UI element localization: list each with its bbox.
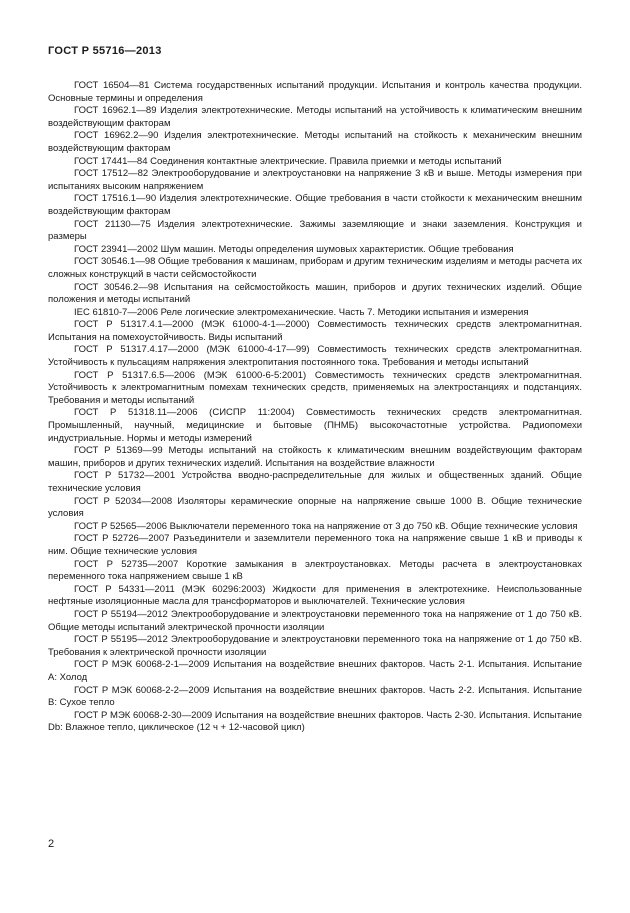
reference-item: ГОСТ Р 51369—99 Методы испытаний на стойкость к климатическим внешним воздействующим факторам машин, приборов и других технических изделий. Испытания на воздействие влажности: [48, 445, 582, 469]
reference-item: ГОСТ Р 51317.4.1—2000 (МЭК 61000-4-1—2000) Совместимость технических средств электромагнитная. Испытания на помехоустойчивость. Виды испытаний: [48, 319, 582, 343]
reference-item: ГОСТ Р 52034—2008 Изоляторы керамические опорные на напряжение свыше 1000 В. Общие технические условия: [48, 495, 582, 520]
reference-item: ГОСТ 16962.2—90 Изделия электротехнические. Методы испытаний на стойкость к механическим внешним воздействующим факторам: [48, 130, 582, 154]
reference-item: ГОСТ Р 55194—2012 Электрооборудование и электроустановки переменного тока на напряжение от 1 до 750 кВ. Общие методы испытаний электрической прочности изоляции: [48, 608, 582, 633]
reference-item: ГОСТ Р МЭК 60068-2-30—2009 Испытания на воздействие внешних факторов. Часть 2-30. Испытания. Испытание Db: Влажное тепло, циклическое (12 ч + 12-часовой цикл): [48, 709, 582, 734]
reference-item: ГОСТ 30546.1—98 Общие требования к машинам, приборам и другим техническим изделиям и методы расчета их сложных конструкций в части сейсмостойкости: [48, 256, 582, 280]
reference-item: IEC 61810-7—2006 Реле логические электромеханические. Часть 7. Методики испытания и измерения: [74, 306, 529, 318]
reference-item: ГОСТ 17516.1—90 Изделия электротехнические. Общие требования в части стойкости к механическим внешним воздействующим факторам: [48, 193, 582, 217]
document-header: ГОСТ Р 55716—2013: [48, 45, 162, 57]
reference-item: ГОСТ Р 52726—2007 Разъединители и заземлители переменного тока на напряжение свыше 1 кВ и приводы к ним. Общие технические условия: [48, 533, 582, 557]
reference-item: ГОСТ 16504—81 Система государственных испытаний продукции. Испытания и контроль качества продукции. Основные термины и определения: [48, 80, 582, 104]
reference-item: ГОСТ 17512—82 Электрооборудование и электроустановки на напряжение 3 кВ и выше. Методы измерения при испытаниях высоким напряжением: [48, 168, 582, 192]
reference-item: ГОСТ Р 54331—2011 (МЭК 60296:2003) Жидкости для применения в электротехнике. Неиспользованные нефтяные изоляционные масла для трансформаторов и выключателей. Технические условия: [48, 583, 582, 608]
reference-item: ГОСТ Р 52565—2006 Выключатели переменного тока на напряжение от 3 до 750 кВ. Общие технические условия: [74, 520, 578, 532]
reference-item: ГОСТ Р 52735—2007 Короткие замыкания в электроустановках. Методы расчета в электроустановках переменного тока напряжением свыше 1 кВ: [48, 558, 582, 583]
references-list: [48, 80, 582, 735]
page-number: 2: [48, 838, 55, 850]
reference-item: ГОСТ 17441—84 Соединения контактные электрические. Правила приемки и методы испытаний: [74, 155, 502, 167]
reference-item: ГОСТ Р 55195—2012 Электрооборудование и электроустановки переменного тока на напряжение от 1 до 750 кВ. Требования к электрической прочности изоляции: [48, 634, 582, 658]
reference-item: ГОСТ Р 51318.11—2006 (СИСПР 11:2004) Совместимость технических средств электромагнитная. Промышленный, научный, медицинские и бытовые (ПНМБ) высокочастотные устройства. Радиопомехи индустриальные. Нормы и методы измерений: [48, 407, 582, 444]
reference-item: ГОСТ 23941—2002 Шум машин. Методы определения шумовых характеристик. Общие требования: [74, 243, 514, 255]
reference-item: ГОСТ Р 51317.4.17—2000 (МЭК 61000-4-17—99) Совместимость технических средств электромагнитная. Устойчивость к пульсациям напряжения электропитания постоянного тока. Требования и методы испытаний: [48, 344, 582, 369]
reference-item: ГОСТ Р 51732—2001 Устройства вводно-распределительные для жилых и общественных зданий. Общие технические условия: [48, 470, 582, 494]
reference-item: ГОСТ Р 51317.6.5—2006 (МЭК 61000-6-5:2001) Совместимость технических средств электромагнитная. Устойчивость к электромагнитным помехам технических средств, применяемых на электростанциях и подстанциях. Требования и методы испытаний: [48, 369, 582, 406]
reference-item: ГОСТ 16962.1—89 Изделия электротехнические. Методы испытаний на устойчивость к климатическим внешним воздействующим факторам: [48, 105, 582, 129]
reference-item: ГОСТ 30546.2—98 Испытания на сейсмостойкость машин, приборов и других технических изделий. Общие положения и методы испытаний: [48, 281, 582, 306]
reference-item: ГОСТ 21130—75 Изделия электротехнические. Зажимы заземляющие и знаки заземления. Конструкция и размеры: [48, 218, 582, 243]
reference-item: ГОСТ Р МЭК 60068-2-2—2009 Испытания на воздействие внешних факторов. Часть 2-2. Испытания. Испытание В: Сухое тепло: [48, 684, 582, 709]
reference-item: ГОСТ Р МЭК 60068-2-1—2009 Испытания на воздействие внешних факторов. Часть 2-1. Испытания. Испытание А: Холод: [48, 659, 582, 683]
